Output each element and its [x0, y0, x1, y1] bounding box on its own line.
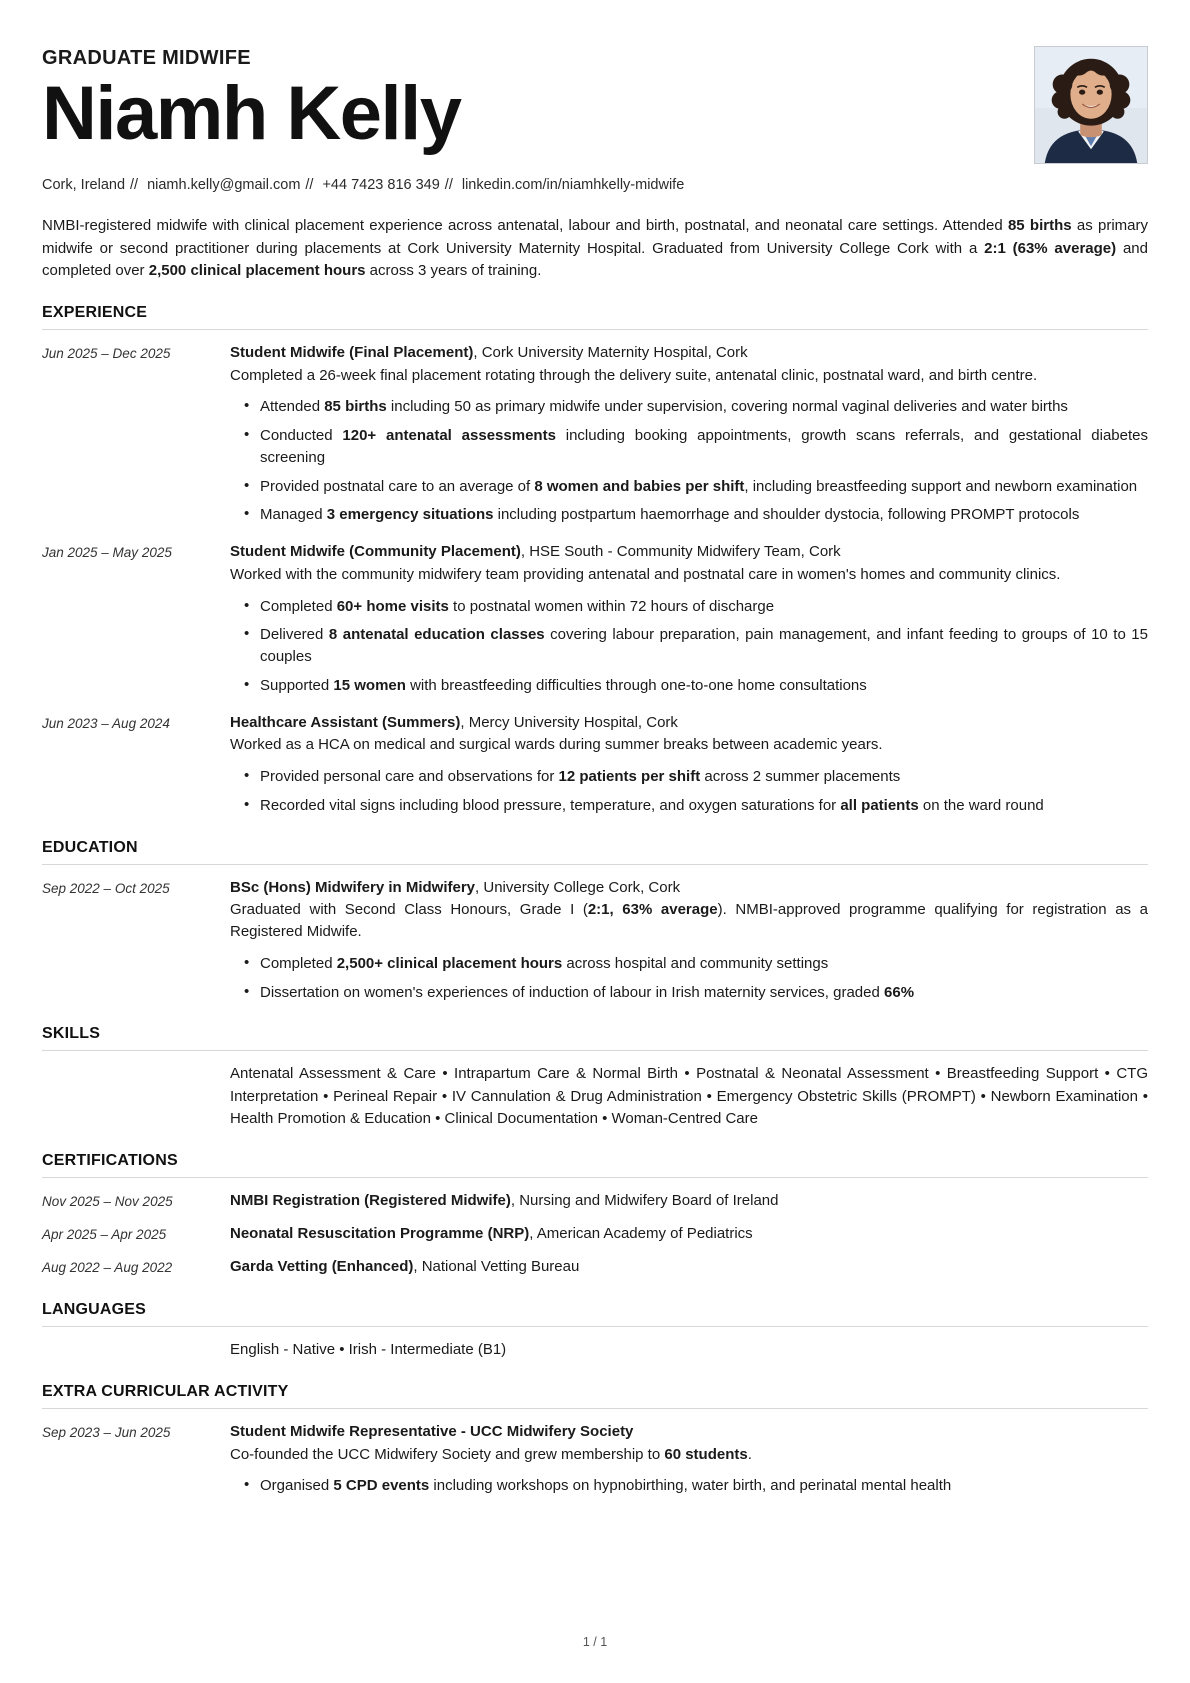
bullet-highlight: 5 CPD events	[333, 1477, 430, 1495]
bullet-text-post: including workshops on hypnobirthing, water birth, and perinatal mental health	[429, 1477, 952, 1495]
bullet-text-post: , including breastfeeding support and newborn examination	[744, 477, 1138, 495]
entry-degree: BSc (Hons) Midwifery in Midwifery	[230, 878, 476, 896]
bullet-text-post: across 2 summer placements	[700, 768, 901, 786]
entry-bullet-list	[230, 1475, 1148, 1497]
section-divider	[42, 1177, 1148, 1178]
bullet-text-post: covering labour preparation, pain management, and infant feeding to groups of 10 to 15 couples	[260, 626, 1148, 666]
summary-text-1: NMBI-registered midwife with clinical placement experience across antenatal, labour and birth, postnatal, and neonatal care settings. Attended	[42, 217, 1008, 235]
certification-issuer: , Nursing and Midwifery Board of Ireland	[510, 1191, 779, 1209]
certification-entry	[42, 1223, 1148, 1245]
list-item	[260, 982, 1148, 1004]
experience-entry	[42, 712, 1148, 817]
entry-body	[230, 541, 1148, 697]
list-item	[260, 425, 1148, 469]
list-item	[260, 596, 1148, 618]
entry-body	[230, 877, 1148, 1004]
entry-date: Aug 2022 – Aug 2022	[42, 1260, 173, 1276]
bullet-text-pre: Conducted	[260, 427, 343, 445]
page-subtitle-job-title: GRADUATE MIDWIFE	[42, 47, 251, 69]
entry-description: Worked as a HCA on medical and surgical wards during summer breaks between academic years.	[230, 736, 883, 754]
summary-text-4: across 3 years of training.	[365, 261, 542, 279]
bullet-text-pre: Provided postnatal care to an average of	[260, 477, 535, 495]
contact-location: Cork, Ireland	[42, 177, 126, 194]
entry-description	[230, 899, 1148, 943]
bullet-text-post: including 50 as primary midwife under supervision, covering normal vaginal deliveries and water births	[386, 398, 1068, 416]
entry-bullet-list	[230, 766, 1148, 817]
skills-row	[42, 1063, 1148, 1130]
bullet-text-pre: Organised	[260, 1477, 334, 1495]
list-item	[260, 675, 1148, 697]
profile-photo	[1034, 46, 1148, 164]
section-skills	[42, 1025, 1148, 1130]
section-extra-curricular	[42, 1383, 1148, 1497]
entry-heading	[230, 541, 1148, 563]
entry-role: Healthcare Assistant (Summers)	[230, 713, 461, 731]
summary-text-2: as primary midwife or second practitioner during placements at Cork University Maternity Hospital. Graduated from University College Cork with a	[42, 217, 1148, 257]
header-text-block	[42, 40, 1016, 195]
entry-body	[230, 1190, 1148, 1212]
description-text-post: .	[747, 1445, 752, 1463]
section-divider	[42, 1050, 1148, 1051]
description-highlight-grade: 2:1, 63% average	[587, 901, 718, 919]
certification-issuer: , American Academy of Pediatrics	[529, 1225, 753, 1243]
entry-bullet-list	[230, 953, 1148, 1004]
description-text-pre: Co-founded the UCC Midwifery Society and grew membership to	[230, 1445, 665, 1463]
entry-heading	[230, 1421, 1148, 1443]
section-title-extra-curricular: EXTRA CURRICULAR ACTIVITY	[42, 1382, 289, 1400]
summary-highlight-births: 85 births	[1007, 217, 1072, 235]
section-languages	[42, 1301, 1148, 1361]
languages-row	[42, 1339, 1148, 1361]
entry-date: Jan 2025 – May 2025	[42, 545, 172, 561]
bullet-text-pre: Recorded vital signs including blood pressure, temperature, and oxygen saturations for	[260, 796, 841, 814]
entry-date: Sep 2022 – Oct 2025	[42, 880, 170, 896]
certification-issuer: , National Vetting Bureau	[413, 1258, 580, 1276]
extra-curricular-entry	[42, 1421, 1148, 1497]
entry-heading	[230, 1256, 1148, 1278]
summary-text-3: and completed over	[42, 239, 1148, 279]
bullet-text-post: on the ward round	[918, 796, 1044, 814]
section-title-education: EDUCATION	[42, 838, 138, 856]
entry-role: Student Midwife (Community Placement)	[230, 543, 521, 561]
description-text-pre: Graduated with Second Class Honours, Grade I (	[230, 901, 588, 919]
bullet-text-pre: Provided personal care and observations for	[260, 768, 559, 786]
list-item	[260, 766, 1148, 788]
bullet-text-pre: Dissertation on women's experiences of induction of labour in Irish maternity services, graded	[260, 983, 885, 1001]
entry-date: Jun 2023 – Aug 2024	[42, 715, 170, 731]
contact-separator: //	[444, 177, 453, 194]
section-title-skills: SKILLS	[42, 1025, 101, 1043]
entry-description: Worked with the community midwifery team providing antenatal and postnatal care in women's homes and community clinics.	[230, 565, 1061, 583]
entry-body	[230, 1223, 1148, 1245]
entry-heading	[230, 877, 1148, 899]
entry-date: Nov 2025 – Nov 2025	[42, 1193, 173, 1209]
avatar	[1034, 46, 1148, 164]
list-item	[260, 396, 1148, 418]
experience-entry	[42, 342, 1148, 526]
list-item	[260, 504, 1148, 526]
certification-entry	[42, 1190, 1148, 1212]
entry-organisation: , Cork University Maternity Hospital, Cork	[473, 343, 748, 361]
page-indicator: 1 / 1	[582, 1635, 608, 1649]
summary-highlight-hours: 2,500 clinical placement hours	[148, 261, 366, 279]
entry-body	[230, 1256, 1148, 1278]
section-divider	[42, 329, 1148, 330]
entry-body	[230, 712, 1148, 817]
bullet-highlight: 85 births	[324, 398, 387, 416]
bullet-highlight: 60+ home visits	[336, 597, 449, 615]
bullet-highlight: 8 women and babies per shift	[534, 477, 745, 495]
bullet-text-post: including postpartum haemorrhage and shoulder dystocia, following PROMPT protocols	[493, 506, 1080, 524]
page-title-full-name: Niamh Kelly	[42, 71, 461, 156]
bullet-highlight: 15 women	[333, 676, 406, 694]
contact-separator: //	[130, 177, 139, 194]
bullet-text-pre: Delivered	[260, 626, 329, 644]
certification-entry	[42, 1256, 1148, 1278]
certification-name: Garda Vetting (Enhanced)	[230, 1258, 414, 1276]
list-item	[260, 476, 1148, 498]
bullet-text-pre: Completed	[260, 954, 337, 972]
bullet-text-pre: Completed	[260, 597, 337, 615]
bullet-text-post: across hospital and community settings	[562, 954, 829, 972]
skills-list: Antenatal Assessment & Care • Intrapartum Care & Normal Birth • Postnatal & Neonatal Assessment • Breastfeeding Support • CTG Interpretation • Perineal Repair • IV Cannulation & Drug Administration • Emergency Obstetric Skills (PROMPT) • Newborn Examination • Health Promotion & Education • Clinical Documentation • Woman-Centred Care	[230, 1065, 1148, 1127]
bullet-highlight: 3 emergency situations	[326, 506, 494, 524]
section-divider	[42, 864, 1148, 865]
section-certifications	[42, 1152, 1148, 1279]
entry-heading	[230, 1223, 1148, 1245]
bullet-text-post: including booking appointments, growth scans referrals, and gestational diabetes screening	[260, 427, 1148, 466]
experience-entry	[42, 541, 1148, 697]
bullet-highlight: 12 patients per shift	[558, 768, 701, 786]
section-experience	[42, 304, 1148, 817]
bullet-highlight: 120+ antenatal assessments	[342, 427, 556, 445]
bullet-highlight: 66%	[884, 983, 915, 1001]
languages-list: English - Native • Irish - Intermediate (B1)	[230, 1340, 507, 1358]
entry-bullet-list	[230, 596, 1148, 697]
contact-line	[42, 175, 1016, 195]
summary-highlight-grade: 2:1 (63% average)	[984, 239, 1117, 257]
entry-description: Completed a 26-week final placement rotating through the delivery suite, antenatal clinic, postnatal ward, and birth centre.	[230, 366, 1038, 384]
entry-body	[230, 1421, 1148, 1497]
section-education	[42, 839, 1148, 1004]
contact-phone[interactable]: +44 7423 816 349	[322, 177, 440, 194]
entry-role: Student Midwife Representative - UCC Midwifery Society	[230, 1422, 634, 1440]
certification-name: Neonatal Resuscitation Programme (NRP)	[230, 1225, 530, 1243]
entry-date: Apr 2025 – Apr 2025	[42, 1227, 167, 1243]
section-divider	[42, 1326, 1148, 1327]
section-title-experience: EXPERIENCE	[42, 303, 148, 321]
entry-body	[230, 342, 1148, 526]
section-title-languages: LANGUAGES	[42, 1300, 147, 1318]
contact-linkedin[interactable]: linkedin.com/in/niamhkelly-midwife	[461, 177, 685, 194]
contact-email[interactable]: niamh.kelly@gmail.com	[147, 177, 301, 194]
bullet-text-post: with breastfeeding difficulties through one-to-one home consultations	[405, 676, 867, 694]
entry-heading	[230, 1190, 1148, 1212]
list-item	[260, 953, 1148, 975]
contact-separator: //	[305, 177, 314, 194]
entry-organisation: , Mercy University Hospital, Cork	[460, 713, 678, 731]
bullet-highlight: 2,500+ clinical placement hours	[336, 954, 563, 972]
section-title-certifications: CERTIFICATIONS	[42, 1151, 178, 1169]
resume-header	[42, 40, 1148, 195]
entry-heading	[230, 342, 1148, 364]
bullet-text-pre: Attended	[260, 398, 325, 416]
entry-date: Sep 2023 – Jun 2025	[42, 1424, 171, 1440]
bullet-text-pre: Supported	[260, 676, 334, 694]
entry-heading	[230, 712, 1148, 734]
bullet-highlight: 8 antenatal education classes	[328, 626, 545, 644]
description-text-post: ). NMBI-approved programme qualifying for registration as a Registered Midwife.	[230, 901, 1148, 941]
description-highlight-members: 60 students	[664, 1445, 748, 1463]
list-item	[260, 795, 1148, 817]
entry-date: Jun 2025 – Dec 2025	[42, 345, 171, 361]
entry-bullet-list	[230, 396, 1148, 526]
entry-description	[230, 1444, 1148, 1466]
section-divider	[42, 1408, 1148, 1409]
certification-name: NMBI Registration (Registered Midwife)	[230, 1191, 511, 1209]
entry-role: Student Midwife (Final Placement)	[230, 343, 474, 361]
bullet-text-post: to postnatal women within 72 hours of discharge	[448, 597, 775, 615]
entry-organisation: , HSE South - Community Midwifery Team, Cork	[520, 543, 841, 561]
bullet-text-pre: Managed	[260, 506, 327, 524]
bullet-highlight: all patients	[840, 796, 919, 814]
professional-summary	[42, 215, 1148, 282]
profile-photo-illustration	[1035, 47, 1147, 163]
list-item	[260, 1475, 1148, 1497]
entry-institution: , University College Cork, Cork	[475, 878, 681, 896]
list-item	[260, 624, 1148, 668]
education-entry	[42, 877, 1148, 1004]
